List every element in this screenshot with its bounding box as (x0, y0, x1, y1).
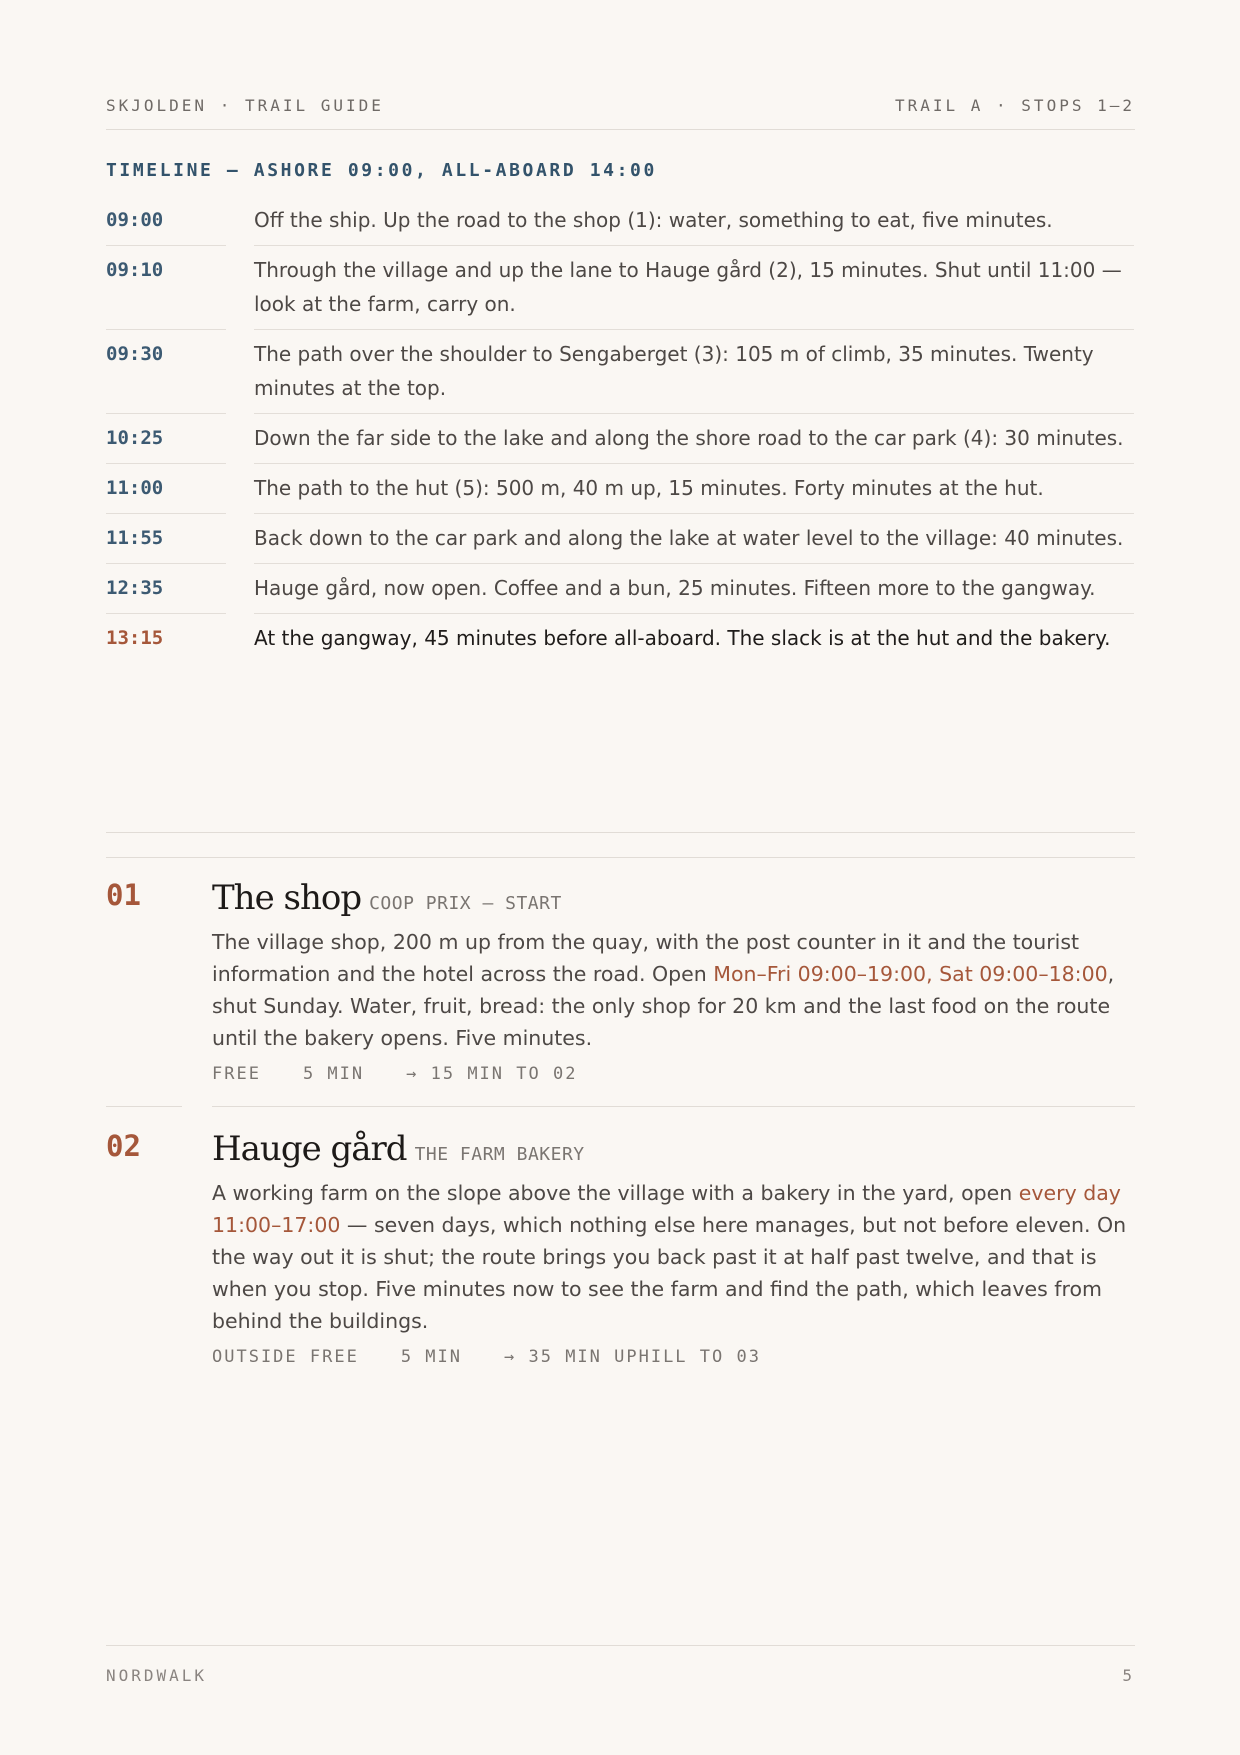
timeline-divider (106, 605, 1135, 621)
timeline-row (106, 471, 1135, 505)
stop-tag: THE FARM BAKERY (414, 1144, 585, 1165)
section-rule (106, 857, 1135, 858)
timeline-divider (106, 321, 1135, 337)
stop-divider (106, 1106, 182, 1107)
footer-rule (106, 1645, 1135, 1646)
header-rule (106, 129, 1135, 130)
timeline-time: 09:00 (106, 209, 164, 231)
stop-body (212, 1129, 1135, 1367)
running-head-right: TRAIL A · STOPS 1–2 (894, 96, 1135, 115)
stop-next: → 15 MIN TO 02 (406, 1064, 578, 1084)
stop-body (212, 878, 1135, 1084)
timeline-time: 10:25 (106, 427, 164, 449)
timeline-divider (106, 505, 1135, 521)
opening-hours: every day 11:00–17:00 (212, 1181, 1121, 1237)
stop-description (212, 1177, 1135, 1337)
stop-description (212, 926, 1135, 1054)
timeline-text: Back down to the car park and along the lake at water level to the village: 40 minutes. (254, 526, 1124, 550)
stop-duration: 5 MIN (302, 1064, 365, 1084)
stop-name: The shop (212, 878, 362, 918)
timeline-row (106, 203, 1135, 237)
opening-hours: Mon–Fri 09:00–19:00, Sat 09:00–18:00 (713, 962, 1108, 986)
stop-title (212, 1129, 1135, 1169)
timeline-row (106, 571, 1135, 605)
stop-divider (212, 1106, 1135, 1107)
stop-description-text: — seven days, which nothing else here manages, but not before eleven. On the way out it is shut; the route brings you back past it at half past twelve, and that is when you stop. Five minutes now to see the farm and find the path, which leaves from behind the buildings. (212, 1213, 1127, 1333)
timeline-row (106, 421, 1135, 455)
running-head (106, 96, 1135, 115)
page (106, 0, 1135, 1755)
timeline-text: Down the far side to the lake and along the shore road to the car park (4): 30 minutes. (254, 426, 1124, 450)
stop-meta (212, 1064, 1135, 1084)
timeline-divider (106, 405, 1135, 421)
timeline-text: Hauge gård, now open. Coffee and a bun, 25 minutes. Fifteen more to the gangway. (254, 576, 1096, 600)
stop-duration: 5 MIN (400, 1347, 463, 1367)
stop-next: → 35 MIN UPHILL TO 03 (504, 1347, 761, 1367)
stop-number: 02 (106, 1129, 141, 1163)
timeline-divider (106, 555, 1135, 571)
running-head-left: SKJOLDEN · TRAIL GUIDE (106, 96, 384, 115)
stop-description-text: A working farm on the slope above the village with a bakery in the yard, open (212, 1181, 1019, 1205)
timeline-time-final: 13:15 (106, 627, 164, 649)
timeline (106, 203, 1135, 655)
footer (106, 1666, 1135, 1685)
stop-name: Hauge gård (212, 1129, 407, 1169)
timeline-time: 11:55 (106, 527, 164, 549)
timeline-text: Through the village and up the lane to Hauge gård (2), 15 minutes. Shut until 11:00 — look at the farm, carry on. (254, 258, 1122, 316)
stop-description-text: The village shop, 200 m up from the quay, with the post counter in it and the tourist information and the hotel across the road. Open (212, 930, 1080, 986)
stop-description-text: , shut Sunday. Water, fruit, bread: the only shop for 20 km and the last food on the route until the bakery opens. Five minutes. (212, 962, 1115, 1050)
section-rule (106, 832, 1135, 833)
stop-price: FREE (212, 1064, 261, 1084)
timeline-heading: TIMELINE — ASHORE 09:00, ALL-ABOARD 14:00 (106, 160, 657, 181)
timeline-time: 09:10 (106, 259, 164, 281)
timeline-divider (106, 237, 1135, 253)
timeline-row-final (106, 621, 1135, 655)
timeline-time: 11:00 (106, 477, 164, 499)
footer-publication: NORDWALK (106, 1666, 208, 1685)
page-number: 5 (1122, 1666, 1135, 1685)
timeline-row (106, 253, 1135, 321)
stop-price: OUTSIDE FREE (212, 1347, 359, 1367)
timeline-row (106, 521, 1135, 555)
stop-title (212, 878, 1135, 918)
timeline-divider (106, 455, 1135, 471)
timeline-row (106, 337, 1135, 405)
timeline-text: The path to the hut (5): 500 m, 40 m up, 15 minutes. Forty minutes at the hut. (254, 476, 1044, 500)
timeline-time: 09:30 (106, 343, 164, 365)
timeline-time: 12:35 (106, 577, 164, 599)
timeline-text: The path over the shoulder to Sengaberget (3): 105 m of climb, 35 minutes. Twenty minutes at the top. (254, 342, 1094, 400)
stop-tag: COOP PRIX — START (369, 893, 562, 914)
stop-meta (212, 1347, 1135, 1367)
timeline-text: Off the ship. Up the road to the shop (1): water, something to eat, five minutes. (254, 208, 1053, 232)
stop-number: 01 (106, 878, 141, 912)
timeline-text-final: At the gangway, 45 minutes before all-aboard. The slack is at the hut and the bakery. (254, 626, 1111, 650)
